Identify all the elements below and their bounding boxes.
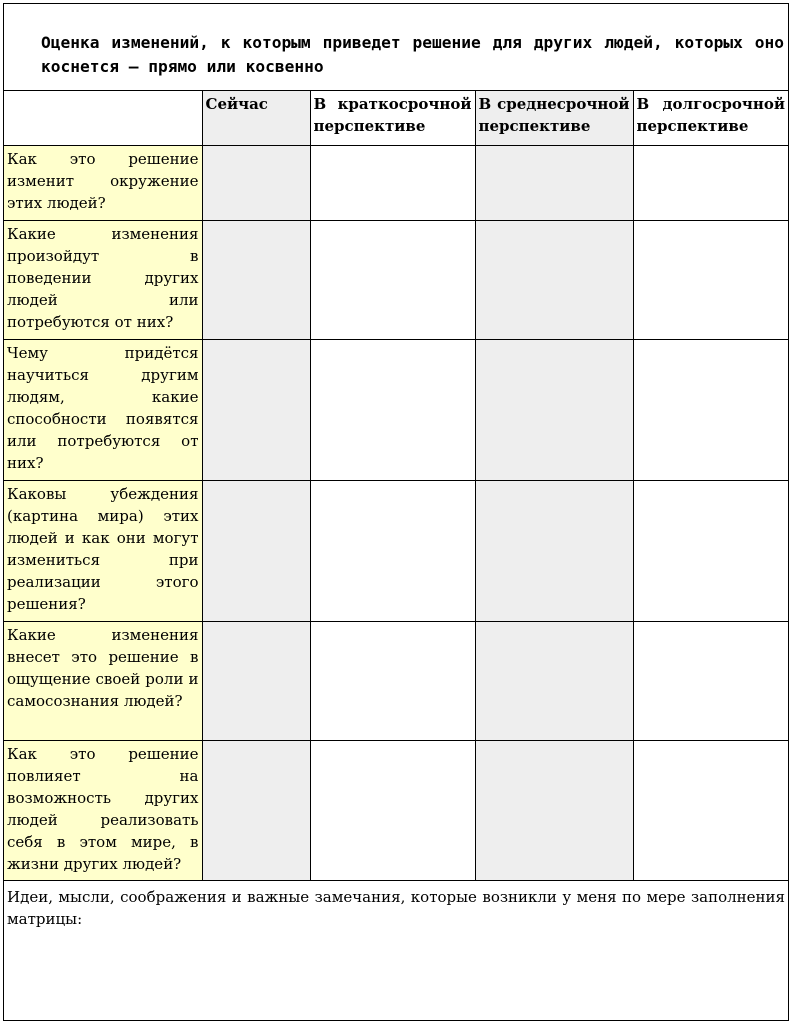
row-question: Чему придётся научиться другим людям, какие способности появятся или потребуются от них? [4,339,202,480]
answer-cell-medium-term[interactable] [475,220,633,339]
answer-cell-medium-term[interactable] [475,339,633,480]
answer-cell-long-term[interactable] [633,220,788,339]
table-row [4,621,788,740]
answer-cell-long-term[interactable] [633,480,788,621]
answer-cell-short-term[interactable] [310,339,475,480]
table-row [4,339,788,480]
answer-cell-now[interactable] [202,621,310,740]
answer-cell-long-term[interactable] [633,145,788,220]
header-row [4,91,788,145]
answer-cell-long-term[interactable] [633,740,788,880]
column-header-now: Сейчас [202,91,310,145]
answer-cell-now[interactable] [202,145,310,220]
table-row [4,480,788,621]
answer-cell-medium-term[interactable] [475,480,633,621]
answer-cell-short-term[interactable] [310,480,475,621]
row-question: Как это решение повлияет на возможность других людей реализовать себя в этом мире, в жизни других людей? [4,740,202,880]
answer-cell-medium-term[interactable] [475,740,633,880]
answer-cell-now[interactable] [202,480,310,621]
answer-cell-short-term[interactable] [310,145,475,220]
answer-cell-medium-term[interactable] [475,621,633,740]
answer-cell-short-term[interactable] [310,621,475,740]
row-question: Каковы убеждения (картина мира) этих людей и как они могут измениться при реализации этого решения? [4,480,202,621]
answer-cell-now[interactable] [202,220,310,339]
answer-cell-long-term[interactable] [633,339,788,480]
answer-cell-now[interactable] [202,740,310,880]
notes-label: Идеи, мысли, соображения и важные замечания, которые возникли у меня по мере заполнения матрицы: [7,888,785,928]
column-header-medium-term: В среднесрочной перспективе [475,91,633,145]
answer-cell-now[interactable] [202,339,310,480]
notes-area[interactable] [4,880,788,1020]
answer-cell-short-term[interactable] [310,220,475,339]
column-header-long-term: В долгосрочной перспективе [633,91,788,145]
answer-cell-medium-term[interactable] [475,145,633,220]
row-question: Как это решение изменит окружение этих людей? [4,145,202,220]
corner-cell [4,91,202,145]
row-question: Какие изменения внесет это решение в ощущение своей роли и самосознания людей? [4,621,202,740]
table-row [4,740,788,880]
table-row [4,220,788,339]
assessment-matrix [4,91,788,881]
answer-cell-long-term[interactable] [633,621,788,740]
page-title: Оценка изменений, к которым приведет решение для других людей, которых оно коснется — прямо или косвенно [4,4,788,91]
worksheet [3,3,789,1021]
row-question: Какие изменения произойдут в поведении других людей или потребуются от них? [4,220,202,339]
column-header-short-term: В краткосрочной перспективе [310,91,475,145]
answer-cell-short-term[interactable] [310,740,475,880]
table-row [4,145,788,220]
